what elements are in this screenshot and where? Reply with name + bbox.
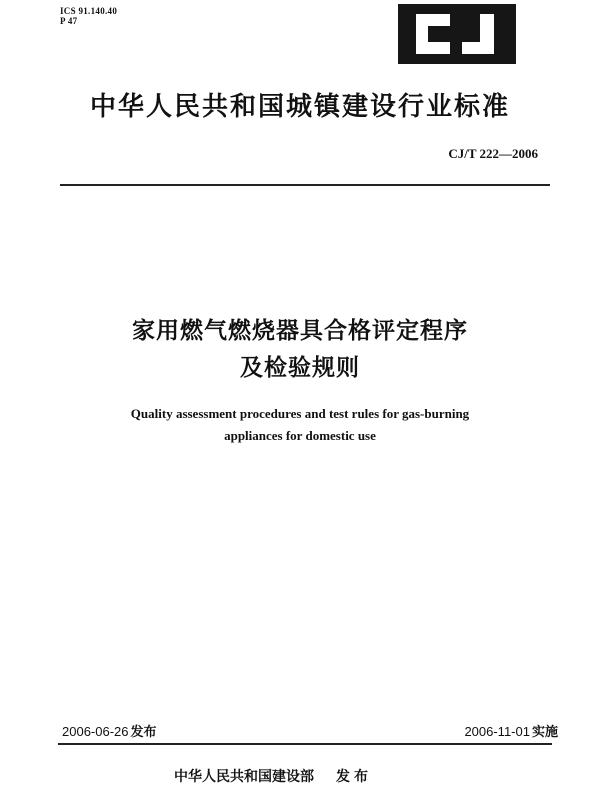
publisher-action: 发布 <box>336 769 372 785</box>
cj-logo <box>398 4 516 64</box>
title-english-line-2: appliances for domestic use <box>224 428 376 443</box>
bottom-divider <box>58 743 552 745</box>
issue-label: 发布 <box>130 724 157 739</box>
issue-date-block <box>62 721 157 740</box>
class-code: P 47 <box>60 16 78 26</box>
implement-date-block <box>464 721 558 740</box>
standard-category-title: 中华人民共和国城镇建设行业标准 <box>89 92 510 122</box>
publisher-name: 中华人民共和国建设部 <box>174 769 314 785</box>
implement-label: 实施 <box>531 724 558 739</box>
standard-number: CJ/T 222—2006 <box>448 146 538 161</box>
ics-code: ICS 91.140.40 <box>60 6 118 16</box>
classification-codes <box>60 6 117 26</box>
issue-date: 2006-06-26 <box>62 724 129 739</box>
implement-date: 2006-11-01 <box>464 724 530 739</box>
title-chinese-line-1: 家用燃气燃烧器具合格评定程序 <box>132 318 468 344</box>
publisher-line <box>174 766 372 786</box>
cj-logo-graphic <box>398 4 516 64</box>
title-chinese-line-2: 及检验规则 <box>240 355 360 381</box>
top-divider <box>60 184 550 186</box>
title-english-line-1: Quality assessment procedures and test rules for gas-burning <box>130 406 470 421</box>
